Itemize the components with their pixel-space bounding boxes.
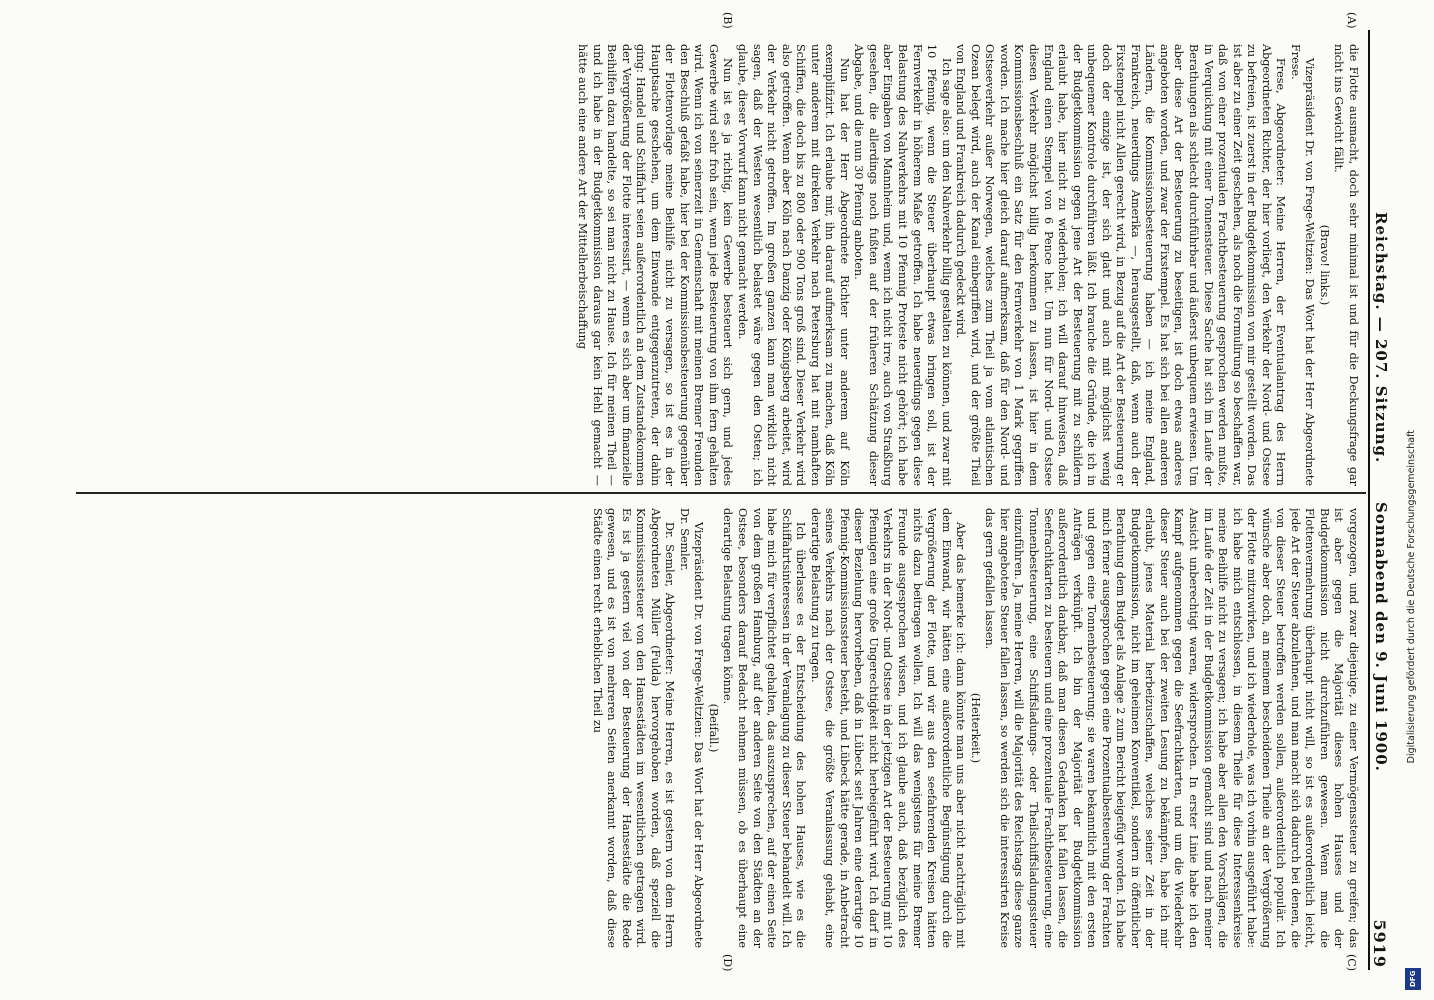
paragraph: Vizepräsident Dr. von Frege-Weltzien: Das Wort hat der Herr Abgeordnete Dr. Semler.: [677, 508, 706, 948]
margin-label-c: (C): [1345, 954, 1358, 971]
paragraph: Vizepräsident Dr. von Frege-Weltzien: Das Wort hat der Herr Abgeordnete Frese.: [1288, 44, 1317, 486]
margin-label-b: (B): [721, 12, 734, 29]
page-number: 5919: [1370, 919, 1389, 968]
dfg-logo: DFG: [1405, 968, 1421, 990]
column-divider: [76, 492, 1366, 494]
paragraph: Dr. Semler, Abgeordneter: Meine Herren, es ist gestern von dem Herrn Abgeordneten Müller (Fulda) hervorgehoben worden, daß speziell die Kommissionssteuer von den Hansestädten im wesentlichen getragen wird. Es ist ja gestern viel von der Besteuerung der Hansestädte die Rede gewesen, und es ist von mehreren Seiten anerkannt worden, daß diese Städte einen recht erheblichen Theil zu: [590, 508, 677, 948]
paragraph: Ich überlasse es der Entscheidung des hohen Hauses, wie es die Schiffahrtsinteressen in der Veranlagung zu dieser Steuer behandelt will. Ich habe mich für verpflichtet gehalten, das auszusprechen, auf der einen Seite von dem großen Hamburg, auf der anderen Seite von den Städten an der Ostsee, besonders darauf Bedacht nehmen müssen, ob es überhaupt eine derartige Belastung tragen könne.: [721, 508, 808, 948]
funding-note: Digitalisierung gefördert durch die Deutsche Forschungsgemeinschaft: [1406, 430, 1417, 764]
margin-label-d: (D): [721, 954, 734, 972]
interjection: (Bravo! links.): [1317, 224, 1331, 306]
paragraph: Nun ist es ja richtig, kein Gewerbe besteuert sich gern, und jedes Gewerbe wird sehr froh sein, wenn jede Besteuerung von ihm fern gehalten wird. Wenn ich von seinerzeit in Gemeinschaft mit meinen Bremer Freunden den Beschluß gefaßt habe, hier bei der Kommissionsbesteuerung gegenüber der Flottenvorlage meine Beihilfe nicht zu versagen, so ist es in der Hauptsache geschehen, um dem Einwande entgegenzutreten, der dahin ging: Handel und Schiffahrt seien außerordentlich an dem Zustandekommen der Vergrößerung der Flotte interessirt, — wenn es sich aber um finanzielle Beihilfen dazu handelte, so sei man nicht zu Hause. Ich für meinen Theil — und ich habe in der Budgetkommission daraus gar kein Hehl gemacht — hätte auch eine andere Art der Mittelherbeischaffung: [576, 44, 735, 486]
paragraph: Frese, Abgeordneter: Meine Herren, der Eventualantrag des Herrn Abgeordneten Richter, der hier vorliegt, den Verkehr der Nord- und Ostsee zu befreien, ist zuerst in der Budgetkommission von mir gestellt worden. Das ist aber zu einer Zeit geschehen, als noch die Formulirung so beschaffen war, daß von einer prozentualen Frachtbesteuerung gesprochen werden mußte, in Verquickung mit einer Tonnensteuer. Diese Sache hat sich im Laufe der Berathungen als schlecht durchführbar und äußerst unbequem erwiesen. Um aber diese Art der Besteuerung zu beseitigen, ist doch etwas anderes angeboten worden, und zwar der Fixstempel. Es hat sich bei allen anderen Ländern, die Kommissionsbesteuerung haben — ich meine England, Frankreich, neuerdings Amerika —, herausgestellt, daß, wenn auch der Fixstempel nicht Allen gerecht wird, in Bezug auf die Art der Besteuerung er doch der einzige ist, der sich glatt und auch mit möglichst wenig unbequemer Kontrole durchführen läßt. Ich brauche die Gründe, die ich in der Budgetkommission gegen jene Art der Besteuerung mit zu schildern erlaubt habe, hier nicht zu wiederholen; ich will darauf hinweisen, daß England einen Stempel von 6 Pence hat. Um nun für Nord- und Ostsee diesen Verkehr möglichst billig herkommen zu lassen, ist hier in dem Kommissionsbeschluß ein Satz für den Fernverkehr von 1 Mark gegriffen worden. Ich mache hier gleich darauf aufmerksam, daß für den Nord- und Ostseeverkehr außer Norwegen, welches zum Theil ja vom atlantischen Ozean belegt wird, auch der Kanal einbegriffen wird, und der größte Theil von England und Frankreich dadurch gedeckt wird.: [954, 44, 1288, 486]
margin-label-a: (A): [1345, 12, 1358, 29]
interjection: (Beifall.): [706, 703, 720, 753]
right-column: [80, 508, 1360, 948]
paragraph: Ich sage also: um den Nahverkehr billig gestalten zu können, und zwar mit 10 Pfennig, wenn die Steuer überhaupt etwas bringen soll, ist der Fernverkehr in höherem Maße getroffen. Ich habe neuerdings gegen diese Belastung des Nahverkehrs mit 10 Pfennig Proteste nicht gehört; ich habe aber Eingaben von Mannheim und, wenn ich nicht irre, auch von Straßburg gesehen, die allerdings noch fußten auf der früheren Schätzung dieser Abgabe, und die nun 30 Pfennig anboten.: [852, 44, 953, 486]
paragraph: die Flotte ausmacht, doch sehr minimal ist und für die Deckungsfrage gar nicht ins Gewicht fällt.: [1332, 44, 1360, 486]
paragraph: vorgezogen, und zwar diejenige, zu einer Vermögenssteuer zu greifen; das ist aber gegen die Majorität dieses hohen Hauses und der Budgetkommission nicht durchzuführen gewesen. Wenn man die Flottenvermehrung überhaupt nicht will, so ist es außerordentlich leicht, jede Art der Steuer abzulehnen, und man macht sich dadurch bei denen, die von dieser Steuer betroffen werden sollen, außerordentlich populär. Ich wünsche aber doch, an meinem bescheidenen Theile an der Vergrößerung der Flotte mitzuwirken, und ich wiederhole, was ich vorhin ausgeführt habe: ich habe mich entschlossen, in diesem Theile für diese Interessenkreise meine Beihilfe nicht zu versagen; ich habe aber allen den Vorschlägen, die im Laufe der Zeit in der Budgetkommission gemacht sind und nach meiner Ansicht unberechtigt waren, widersprochen. In erster Linie habe ich den Kampf aufgenommen gegen die Seefrachtkarten, und um die Wiederkehr dieser Steuer auch bei der zweiten Lesung zu bekämpfen, habe ich mir erlaubt, jenes Material herbeizuschaffen, welches seiner Zeit in der Budgetkommission, nicht im geheimen Konventikel, sondern in öffentlicher Berathung dem Budget als Anlage 2 zum Bericht beigefügt worden. Ich habe mich ferner ausgesprochen gegen eine Prozentualbesteuerung der Frachten und gegen eine Tonnenbesteuerung; sie waren bekanntlich mit den ersten Anträgen verknüpft. Ich bin der Majorität der Budgetkommission außerordentlich dankbar, daß man diesen Gedanken hat fallen lassen, die Seefrachtkarten zu besteuern und eine prozentuale Frachtbesteuerung, eine Tonnenbesteuerung, eine Schiffsladungs- oder Theilschiffsladungssteuer einzuführen. Ja, meine Herren, will die Majorität des Reichstags diese ganze hier angebotene Steuer fallen lassen, so werden sich die interessirten Kreise das gern gefallen lassen.: [983, 508, 1360, 948]
page-header: [1370, 32, 1396, 970]
header-title: Reichstag. — 207. Sitzung.: [1372, 212, 1390, 464]
header-rule: [1368, 30, 1370, 970]
digitization-footer: [1402, 430, 1428, 990]
left-column: [80, 44, 1360, 486]
interjection: (Heiterkeit.): [968, 692, 982, 764]
header-date: Sonnabend den 9. Juni 1900.: [1372, 502, 1390, 772]
paragraph: Nun hat der Herr Abgeordnete Richter unter anderem auf Köln exemplifizirt. Ich erlaube mir, ihn darauf aufmerksam zu machen, daß Köln unter anderem mit direkten Verkehr nach Petersburg hat mit namhaften Schiffen, die doch bis zu 800 oder 900 Tons groß sind. Dieser Verkehr wird also getroffen. Wenn aber Köln nach Danzig oder Königsberg arbeitet, wird der Verkehr nicht getroffen. Im großen ganzen kann man wirklich nicht sagen, daß der Westen wesentlich belastet wäre gegen den Osten; ich glaube, dieser Vorwurf kann nicht gemacht werden.: [736, 44, 851, 486]
paragraph: Aber das bemerke ich: dann könnte man uns aber nicht nachträglich mit dem Einwand, wir hätten eine außerordentliche Begünstigung durch die Vergrößerung der Flotte, und wir aus den seefahrenden Kreisen hätten nichts dazu beitragen wollen. Ich will das wenigstens für meine Bremer Freunde ausgesprochen wissen, und ich glaube auch, daß bezüglich des Verkehrs in der Nord- und Ostsee in der jetzigen Art der Besteuerung mit 10 Pfennigen eine große Ungerechtigkeit nicht herbeigeführt wird. Ich darf in dieser Beziehung hervorheben, daß in Lübeck seit Jahren eine derartige 10 Pfennig-Kommissionssteuer besteht, und Lübeck hätte gerade, in Anbetracht seines Verkehrs nach der Ostsee, die größte Veranlassung gehabt, eine derartige Belastung zu tragen.: [808, 508, 968, 948]
